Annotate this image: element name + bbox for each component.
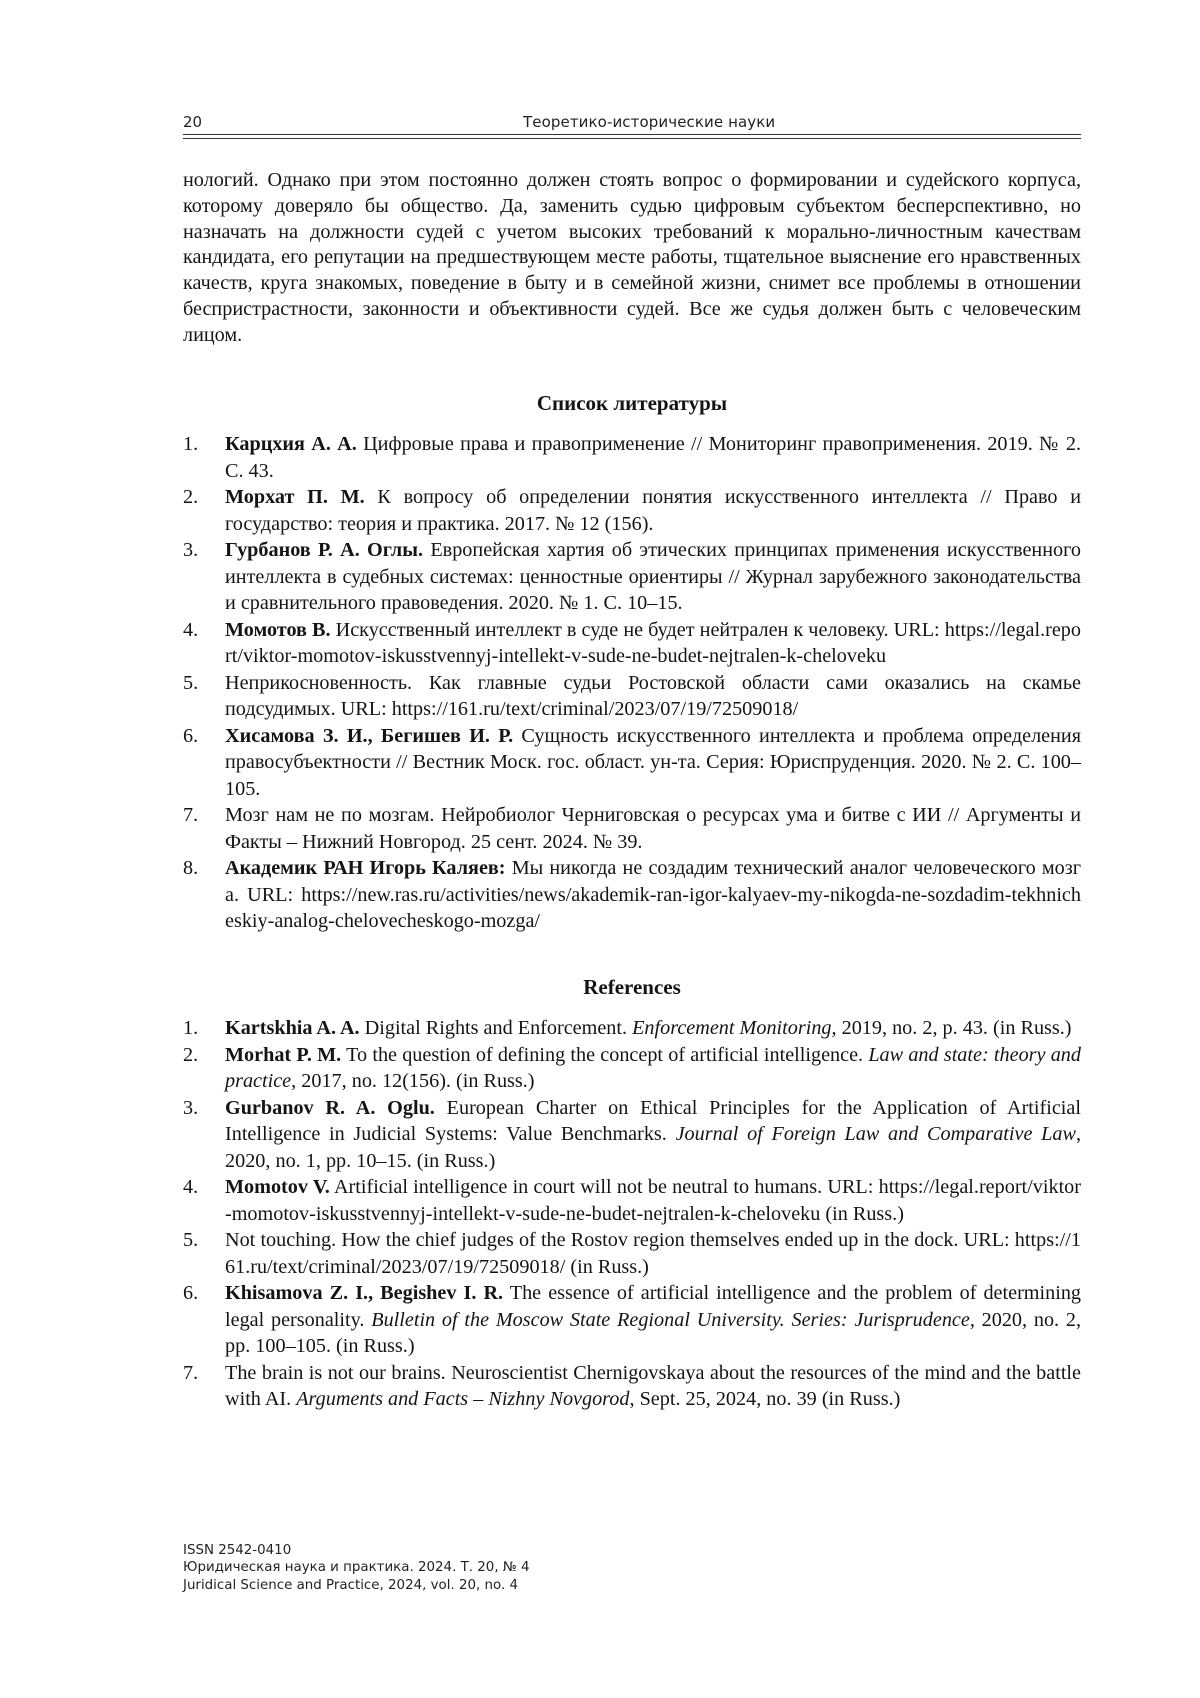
- section-title: Теоретико-исторические науки: [523, 113, 776, 131]
- reference-text: Сущность искусственного интеллекта и проблема определения правосубъектности // Вестник Моск. гос. област. ун-та. Серия: Юриспруденция. 2020. № 2. С. 100–105.: [225, 724, 1081, 800]
- reference-text: Мозг нам не по мозгам. Нейробиолог Черниговская о ресурсах ума и битве с ИИ // Аргументы и Факты – Нижний Новгород. 25 сент. 2024. № 39.: [225, 804, 1081, 853]
- reference-details: , 2020, no. 2, pp. 100–105. (in Russ.): [225, 1308, 1082, 1357]
- reference-text: The essence of artificial intelligence and the problem of determining legal personality.: [225, 1282, 1082, 1331]
- reference-journal: Bulletin of the Moscow State Regional University. Series: Jurisprudence: [371, 1308, 970, 1331]
- footer-journal-en: Juridical Science and Practice, 2024, vol. 20, no. 4: [183, 1577, 519, 1593]
- header-rule-bottom: [183, 138, 1081, 139]
- reference-number: 5.: [183, 1229, 199, 1251]
- reference-number: 7.: [183, 1361, 199, 1384]
- reference-author: Khisamova Z. I., Begishev I. R.: [225, 1282, 504, 1304]
- reference-author: Gurbanov R. A. Oglu.: [225, 1096, 435, 1119]
- running-header: [183, 113, 1081, 135]
- reference-number: 4.: [183, 618, 199, 641]
- references-en-heading: References: [583, 975, 681, 999]
- references-ru-list: [183, 431, 1081, 935]
- reference-number: 2.: [183, 486, 199, 508]
- reference-item: [183, 1042, 1081, 1095]
- reference-text: Not touching. How the chief judges of the Rostov region themselves ended up in the dock. URL: https://161.ru/text/criminal/2023/07/19/72509018/ (in Russ.): [225, 1229, 1081, 1278]
- reference-text: Цифровые права и правоприменение // Мониторинг правоприменения. 2019. № 2. С. 43.: [225, 433, 1081, 482]
- reference-author: Momotov V.: [225, 1176, 330, 1198]
- reference-text: Artificial intelligence in court will not be neutral to humans. URL: https://legal.report/viktor-momotov-iskusstvennyj-intellekt-v-sude-ne-budet-nejtralen-k-cheloveku (in Russ.): [225, 1176, 1081, 1225]
- reference-number: 1.: [183, 433, 199, 455]
- reference-author: Morhat P. M.: [225, 1043, 342, 1066]
- reference-text: Европейская хартия об этических принципах применения искусственного интеллекта в судебных системах: ценностные ориентиры // Журнал зарубежного законодательства и сравнительного правоведения. 2020. № 1. С. 10–15.: [225, 539, 1081, 614]
- reference-journal: Law and state: theory and practice: [225, 1043, 1081, 1092]
- reference-item: [183, 1227, 1081, 1280]
- reference-number: 4.: [183, 1176, 199, 1198]
- reference-item: [183, 855, 1081, 935]
- reference-text: European Charter on Ethical Principles for the Application of Artificial Intelligence in Judicial Systems: Value Benchmarks.: [225, 1096, 1081, 1145]
- reference-number: 3.: [183, 539, 199, 561]
- reference-author: Момотов В.: [225, 618, 331, 641]
- reference-item: [183, 670, 1081, 723]
- reference-text: Digital Rights and Enforcement.: [359, 1017, 633, 1039]
- reference-item: [183, 617, 1081, 670]
- reference-item: [183, 1095, 1081, 1175]
- body-paragraph: нологий. Однако при этом постоянно должен стоять вопрос о формировании и судейского корпуса, которому доверяло бы общество. Да, заменить судью цифровым субъектом бесперспективно, но назначать на должности судей с учетом высоких требований к морально-личностным качествам кандидата, его репутации на предшествующем месте работы, тщательное выяснение его нравственных качеств, круга знакомых, поведение в быту и в семейной жизни, снимет все проблемы в отношении беспристрастности, законности и объективности судей. Все же судья должен быть с человеческим лицом.: [183, 169, 1081, 346]
- reference-item: [183, 1360, 1081, 1413]
- reference-text: К вопросу об определении понятия искусственного интеллекта // Право и государство: теория и практика. 2017. № 12 (156).: [225, 486, 1082, 535]
- page-number: 20: [183, 113, 203, 131]
- references-ru-heading: Список литературы: [536, 391, 728, 415]
- reference-journal: Journal of Foreign Law and Comparative Law: [675, 1123, 1076, 1145]
- reference-item: [183, 1174, 1081, 1227]
- reference-details: , 2019, no. 2, p. 43. (in Russ.): [831, 1017, 1072, 1039]
- reference-journal: Arguments and Facts – Nizhny Novgorod: [296, 1388, 630, 1410]
- reference-number: 6.: [183, 724, 199, 747]
- reference-text: Неприкосновенность. Как главные судьи Ростовской области сами оказались на скамье подсудимых. URL: https://161.ru/text/criminal/2023/07/19/72509018/: [225, 671, 1081, 720]
- reference-number: 8.: [183, 857, 199, 879]
- page-footer: [183, 1542, 783, 1594]
- reference-number: 5.: [183, 671, 199, 694]
- reference-text: To the question of defining the concept of artificial intelligence.: [341, 1043, 869, 1066]
- footer-journal-ru: Юридическая наука и практика. 2024. Т. 20, № 4: [183, 1560, 530, 1576]
- reference-item: [183, 802, 1081, 855]
- reference-author: Академик РАН Игорь Каляев:: [225, 857, 506, 879]
- reference-author: Гурбанов Р. А. Оглы.: [225, 539, 424, 561]
- references-en-list: [183, 1015, 1081, 1413]
- reference-author: Kartskhia A. A.: [225, 1017, 360, 1039]
- reference-item: [183, 537, 1081, 617]
- reference-number: 7.: [183, 804, 199, 826]
- reference-number: 2.: [183, 1043, 199, 1066]
- reference-journal: Enforcement Monitoring: [632, 1017, 832, 1039]
- reference-author: Карцхия А. А.: [225, 433, 357, 455]
- reference-number: 1.: [183, 1017, 199, 1039]
- reference-details: , Sept. 25, 2024, no. 39 (in Russ.): [629, 1388, 901, 1410]
- footer-issn: ISSN 2542-0410: [183, 1543, 292, 1558]
- reference-item: [183, 484, 1081, 537]
- reference-item: [183, 431, 1081, 484]
- reference-item: [183, 1015, 1081, 1042]
- reference-text: The brain is not our brains. Neuroscientist Chernigovskaya about the resources of the mind and the battle with AI.: [225, 1361, 1081, 1410]
- reference-details: , 2020, no. 1, pp. 10–15. (in Russ.): [225, 1123, 1081, 1172]
- reference-item: [183, 723, 1081, 803]
- reference-number: 6.: [183, 1282, 199, 1304]
- header-rule-top: [183, 134, 1081, 135]
- reference-number: 3.: [183, 1096, 199, 1119]
- reference-text: Мы никогда не создадим технический аналог человеческого мозга. URL: https://new.ras.ru/activities/news/akademik-ran-igor-kalyaev-my-nikogda-ne-sozdadim-tekhnicheskiy-analog-chelovecheskogo-mozga/: [225, 857, 1081, 932]
- reference-author: Хисамова З. И., Бегишев И. Р.: [225, 724, 514, 747]
- reference-text: Искусственный интеллект в суде не будет нейтрален к человеку. URL: https://legal.report/viktor-momotov-iskusstvennyj-intellekt-v-sude-ne-budet-nejtralen-k-cheloveku: [225, 618, 1081, 667]
- reference-item: [183, 1280, 1081, 1360]
- reference-details: , 2017, no. 12(156). (in Russ.): [291, 1070, 535, 1092]
- reference-author: Морхат П. М.: [225, 486, 365, 508]
